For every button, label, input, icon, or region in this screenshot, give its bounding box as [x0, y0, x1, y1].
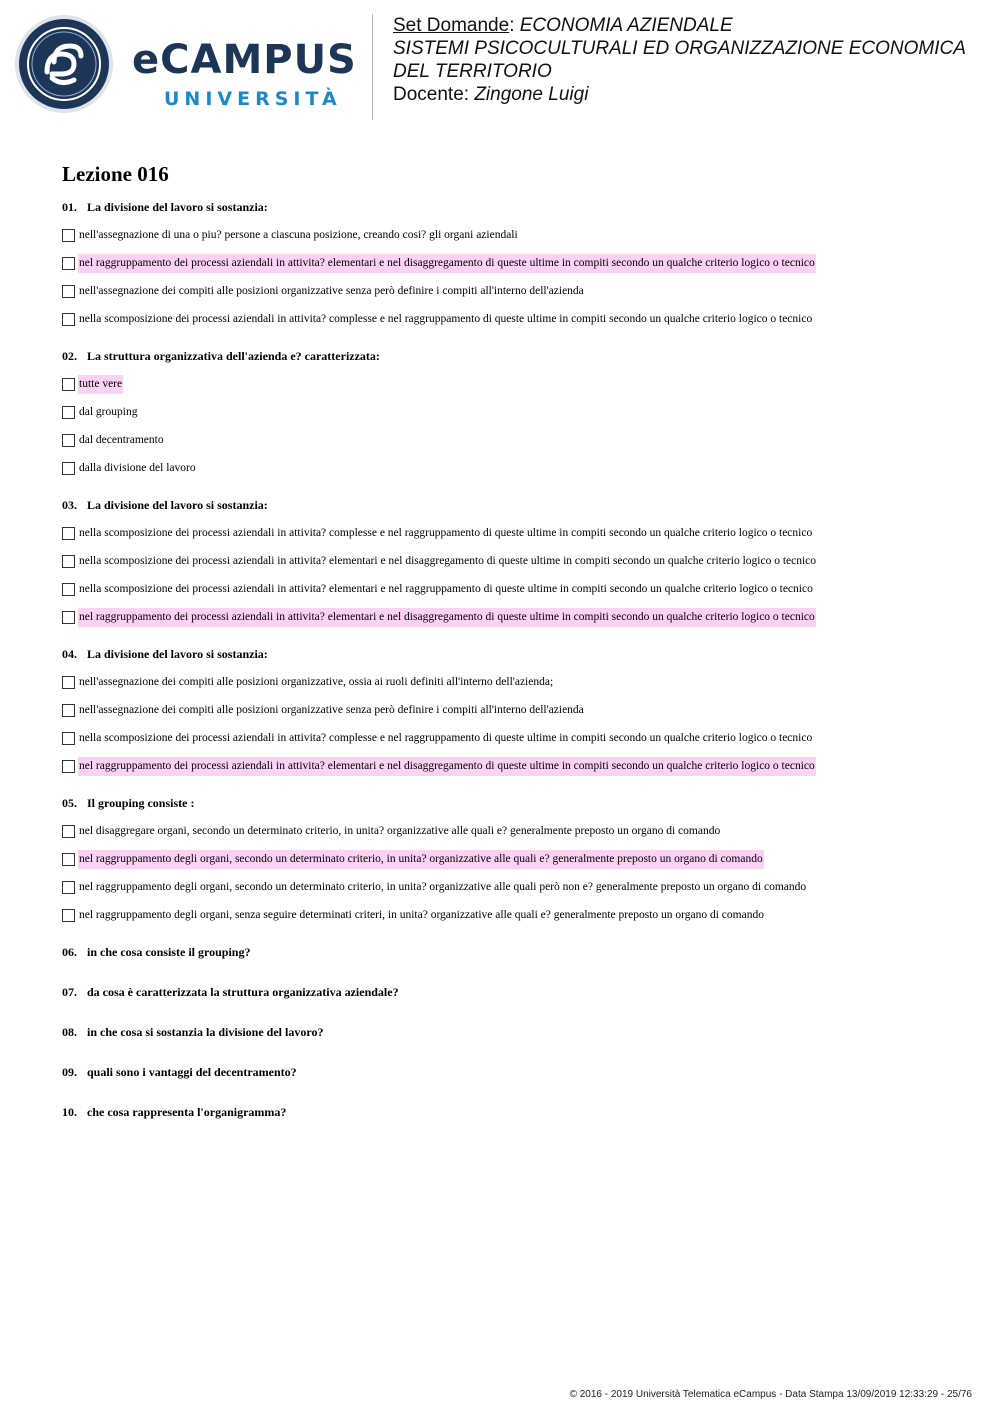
answer-checkbox[interactable]	[62, 760, 75, 773]
answer-option[interactable]	[62, 305, 942, 333]
answer-option[interactable]	[62, 575, 942, 603]
set-label: Set Domande	[393, 15, 510, 36]
answer-checkbox[interactable]	[62, 853, 75, 866]
answer-checkbox[interactable]	[62, 527, 75, 540]
question-number: 01.	[62, 200, 77, 214]
answer-text: nell'assegnazione di una o piu? persone a ciascuna posizione, creando cosi? gli organi aziendali	[79, 228, 518, 241]
answer-option-correct[interactable]	[62, 845, 942, 873]
answer-checkbox[interactable]	[62, 313, 75, 326]
question-number: 09.	[62, 1065, 77, 1079]
header-divider	[372, 14, 373, 120]
header-info	[393, 14, 983, 106]
answer-text: nell'assegnazione dei compiti alle posizioni organizzative senza però definire i compiti all'interno dell'azienda	[79, 284, 584, 297]
answer-checkbox[interactable]	[62, 611, 75, 624]
open-question	[62, 944, 942, 960]
question-text: da cosa è caratterizzata la struttura organizzativa aziendale?	[87, 985, 399, 999]
answer-option[interactable]	[62, 724, 942, 752]
answer-option[interactable]	[62, 901, 942, 929]
answer-text: nel raggruppamento dei processi aziendali in attivita? elementari e nel disaggregamento di queste ultime in compiti secondo un qualche criterio logico o tecnico	[78, 608, 816, 627]
question-number: 04.	[62, 647, 77, 661]
answer-text: nel raggruppamento degli organi, secondo un determinato criterio, in unita? organizzative alle quali e? generalmente preposto un organo di comando	[78, 850, 764, 869]
answer-text: dalla divisione del lavoro	[79, 461, 196, 474]
answer-option[interactable]	[62, 277, 942, 305]
answer-text: tutte vere	[78, 375, 123, 394]
answer-checkbox[interactable]	[62, 704, 75, 717]
question-header	[62, 199, 942, 215]
course-name: ECONOMIA AZIENDALE	[519, 15, 733, 36]
answer-option[interactable]	[62, 668, 942, 696]
question-block	[62, 646, 942, 780]
answer-option[interactable]	[62, 426, 942, 454]
answer-option[interactable]	[62, 873, 942, 901]
open-question	[62, 1024, 942, 1040]
question-block	[62, 795, 942, 929]
set-separator: :	[509, 15, 515, 36]
question-text: La divisione del lavoro si sostanzia:	[87, 200, 268, 214]
question-text: La struttura organizzativa dell'azienda e? caratterizzata:	[87, 349, 380, 363]
answer-checkbox[interactable]	[62, 285, 75, 298]
question-block	[62, 199, 942, 333]
question-text: quali sono i vantaggi del decentramento?	[87, 1065, 297, 1079]
answer-option[interactable]	[62, 454, 942, 482]
answer-checkbox[interactable]	[62, 257, 75, 270]
question-header	[62, 795, 942, 811]
brand-name: eCAMPUS	[132, 37, 357, 83]
docente-label: Docente:	[393, 84, 470, 105]
answer-option[interactable]	[62, 696, 942, 724]
question-text: in che cosa si sostanzia la divisione del lavoro?	[87, 1025, 324, 1039]
answer-checkbox[interactable]	[62, 881, 75, 894]
answer-text: nell'assegnazione dei compiti alle posizioni organizzative, ossia ai ruoli definiti all'interno dell'azienda;	[79, 675, 554, 688]
answer-text: nell'assegnazione dei compiti alle posizioni organizzative senza però definire i compiti all'interno dell'azienda	[79, 703, 584, 716]
answer-text: dal decentramento	[79, 433, 164, 446]
answer-option-correct[interactable]	[62, 370, 942, 398]
question-number: 03.	[62, 498, 77, 512]
answer-text: nel raggruppamento dei processi aziendali in attivita? elementari e nel disaggregamento di queste ultime in compiti secondo un qualche criterio logico o tecnico	[78, 757, 816, 776]
question-text: in che cosa consiste il grouping?	[87, 945, 251, 959]
open-question	[62, 1064, 942, 1080]
answer-text: nella scomposizione dei processi aziendali in attivita? complesse e nel raggruppamento di queste ultime in compiti secondo un qualche criterio logico o tecnico	[79, 312, 813, 325]
answer-checkbox[interactable]	[62, 378, 75, 391]
question-block	[62, 348, 942, 482]
answer-checkbox[interactable]	[62, 583, 75, 596]
answer-checkbox[interactable]	[62, 406, 75, 419]
answer-option-correct[interactable]	[62, 603, 942, 631]
question-number: 02.	[62, 349, 77, 363]
answer-option[interactable]	[62, 519, 942, 547]
open-question	[62, 984, 942, 1000]
answer-checkbox[interactable]	[62, 825, 75, 838]
answer-text: nella scomposizione dei processi aziendali in attivita? complesse e nel raggruppamento di queste ultime in compiti secondo un qualche criterio logico o tecnico	[79, 526, 813, 539]
answer-checkbox[interactable]	[62, 462, 75, 475]
set-line	[393, 14, 983, 37]
page-footer: © 2016 - 2019 Università Telematica eCampus - Data Stampa 13/09/2019 12:33:29 - 25/76	[569, 1389, 972, 1400]
answer-text: nella scomposizione dei processi aziendali in attivita? elementari e nel raggruppamento di queste ultime in compiti secondo un qualche criterio logico o tecnico	[79, 582, 813, 595]
question-text: La divisione del lavoro si sostanzia:	[87, 647, 268, 661]
answer-option-correct[interactable]	[62, 249, 942, 277]
question-text: Il grouping consiste :	[87, 796, 195, 810]
question-number: 05.	[62, 796, 77, 810]
docente-name: Zingone Luigi	[474, 84, 589, 105]
quiz-content	[62, 160, 942, 1144]
question-number: 08.	[62, 1025, 77, 1039]
answer-option[interactable]	[62, 547, 942, 575]
answer-text: nella scomposizione dei processi aziendali in attivita? complesse e nel raggruppamento di queste ultime in compiti secondo un qualche criterio logico o tecnico	[79, 731, 813, 744]
university-emblem-icon	[14, 14, 114, 114]
answer-text: nel raggruppamento dei processi aziendali in attivita? elementari e nel disaggregamento di queste ultime in compiti secondo un qualche criterio logico o tecnico	[78, 254, 816, 273]
question-header	[62, 497, 942, 513]
brand-subtitle: UNIVERSITÀ	[164, 88, 342, 110]
question-header	[62, 348, 942, 364]
question-text: La divisione del lavoro si sostanzia:	[87, 498, 268, 512]
answer-text: dal grouping	[79, 405, 138, 418]
answer-option[interactable]	[62, 817, 942, 845]
question-number: 10.	[62, 1105, 77, 1119]
answer-checkbox[interactable]	[62, 676, 75, 689]
question-text: che cosa rappresenta l'organigramma?	[87, 1105, 287, 1119]
page-header	[0, 0, 1000, 130]
docente-line	[393, 83, 983, 106]
open-question	[62, 1104, 942, 1120]
question-header	[62, 646, 942, 662]
answer-option[interactable]	[62, 398, 942, 426]
answer-text: nel raggruppamento degli organi, senza seguire determinati criteri, in unita? organizzative alle quali e? generalmente preposto un organo di comando	[79, 908, 764, 921]
answer-checkbox[interactable]	[62, 909, 75, 922]
answer-checkbox[interactable]	[62, 555, 75, 568]
question-number: 07.	[62, 985, 77, 999]
ecampus-logo	[14, 14, 357, 118]
answer-checkbox[interactable]	[62, 434, 75, 447]
question-number: 06.	[62, 945, 77, 959]
answer-option-correct[interactable]	[62, 752, 942, 780]
lesson-title: Lezione 016	[62, 162, 169, 186]
course-subtitle: SISTEMI PSICOCULTURALI ED ORGANIZZAZIONE ECONOMICA DEL TERRITORIO	[393, 38, 966, 82]
answer-checkbox[interactable]	[62, 732, 75, 745]
question-block	[62, 497, 942, 631]
answer-option[interactable]	[62, 221, 942, 249]
answer-text: nel raggruppamento degli organi, secondo un determinato criterio, in unita? organizzative alle quali però non e? generalmente preposto un organo di comando	[79, 880, 807, 893]
answer-checkbox[interactable]	[62, 229, 75, 242]
answer-text: nella scomposizione dei processi aziendali in attivita? elementari e nel disaggregamento di queste ultime in compiti secondo un qualche criterio logico o tecnico	[79, 554, 817, 567]
answer-text: nel disaggregare organi, secondo un determinato criterio, in unita? organizzative alle quali e? generalmente preposto un organo di comando	[79, 824, 721, 837]
